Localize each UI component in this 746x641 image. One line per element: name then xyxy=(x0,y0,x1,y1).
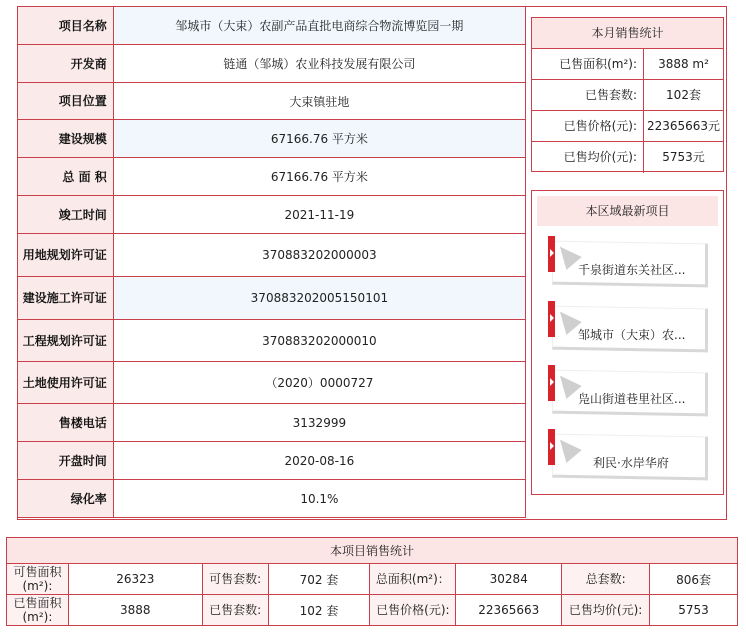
info-value: 邹城市（大束）农副产品直批电商综合物流博览园一期 xyxy=(113,7,525,45)
stats-row-sold xyxy=(7,595,738,626)
stat-value: 102套 xyxy=(666,88,701,102)
latest-projects-title: 本区域最新项目 xyxy=(537,196,718,226)
info-value: 3132999 xyxy=(113,404,525,442)
info-value: 2020-08-16 xyxy=(113,442,525,480)
info-row-total-area xyxy=(18,158,526,196)
info-label: 工程规划许可证 xyxy=(18,320,114,362)
stat-value: 5753 xyxy=(650,595,738,626)
stat-value: 102 套 xyxy=(268,595,370,626)
monthly-avg-price-row xyxy=(532,142,723,173)
stat-value: 702 套 xyxy=(268,564,370,595)
latest-project-title: 邹城市（大束）农... xyxy=(578,328,686,342)
info-label: 总 面 积 xyxy=(18,158,114,196)
info-label: 用地规划许可证 xyxy=(18,234,114,277)
info-row-opening-date xyxy=(18,442,526,480)
info-value: 大束镇驻地 xyxy=(113,83,525,120)
stat-label: 已售价格(元): xyxy=(532,111,644,141)
info-label: 项目名称 xyxy=(18,7,114,45)
stat-label: 已售均价(元): xyxy=(532,142,644,173)
latest-project-title: 利民·水岸华府 xyxy=(593,456,669,470)
info-row-completion xyxy=(18,196,526,234)
stat-label: 已售套数: xyxy=(202,595,268,626)
stat-value: 3888 xyxy=(68,595,202,626)
info-value: 370883202000003 xyxy=(113,234,525,277)
info-value: 67166.76 平方米 xyxy=(113,120,525,158)
info-label: 开盘时间 xyxy=(18,442,114,480)
stat-label: 可售面积(m²): xyxy=(7,564,69,595)
info-value: 67166.76 平方米 xyxy=(113,158,525,196)
stat-label: 已售价格(元): xyxy=(370,595,456,626)
stat-label: 已售面积(m²): xyxy=(532,49,644,79)
info-row-greening-rate xyxy=(18,480,526,518)
info-label: 土地使用许可证 xyxy=(18,362,114,404)
info-label: 建设规模 xyxy=(18,120,114,158)
latest-project-link[interactable] xyxy=(548,365,718,425)
info-value: 370883202000010 xyxy=(113,320,525,362)
info-row-developer xyxy=(18,45,526,83)
latest-project-link[interactable] xyxy=(548,301,718,361)
info-label: 绿化率 xyxy=(18,480,114,518)
info-label: 售楼电话 xyxy=(18,404,114,442)
monthly-sold-area-row xyxy=(532,49,723,80)
info-row-name xyxy=(18,7,526,45)
info-row-land-use-permit xyxy=(18,362,526,404)
info-row-sales-phone xyxy=(18,404,526,442)
info-label: 开发商 xyxy=(18,45,114,83)
latest-project-title: 千泉街道东关社区... xyxy=(578,263,686,277)
stat-label: 总套数: xyxy=(562,564,650,595)
latest-project-link[interactable] xyxy=(548,429,718,489)
info-row-scale xyxy=(18,120,526,158)
info-row-engineering-permit xyxy=(18,320,526,362)
stat-value: 22365663元 xyxy=(646,119,721,133)
latest-project-link[interactable] xyxy=(548,236,718,296)
project-info-table xyxy=(17,6,526,518)
stat-label: 已售均价(元): xyxy=(562,595,650,626)
info-value: 10.1% xyxy=(113,480,525,518)
monthly-sold-price-row xyxy=(532,111,723,142)
info-row-land-plan-permit xyxy=(18,234,526,277)
stat-value: 5753元 xyxy=(662,150,705,164)
stat-label: 总面积(m²)： xyxy=(370,564,456,595)
monthly-sales-title: 本月销售统计 xyxy=(532,18,723,49)
info-row-location xyxy=(18,83,526,120)
stat-value: 26323 xyxy=(68,564,202,595)
info-value: （2020）0000727 xyxy=(113,362,525,404)
latest-project-title: 凫山街道巷里社区... xyxy=(578,392,686,406)
stat-value: 3888 m² xyxy=(658,57,709,71)
stats-row-available xyxy=(7,564,738,595)
stat-value: 22365663 xyxy=(456,595,562,626)
project-sales-stats-table xyxy=(6,537,738,626)
stats-title: 本项目销售统计 xyxy=(7,538,738,564)
stat-value: 30284 xyxy=(456,564,562,595)
info-label: 建设施工许可证 xyxy=(18,277,114,320)
stat-label: 已售面积(m²): xyxy=(7,595,69,626)
stats-header-row xyxy=(7,538,738,564)
latest-projects-box xyxy=(531,190,724,495)
info-value: 370883202005150101 xyxy=(113,277,525,320)
info-row-construction-permit xyxy=(18,277,526,320)
stat-label: 可售套数: xyxy=(202,564,268,595)
stat-label: 已售套数: xyxy=(532,80,644,110)
stat-value: 806套 xyxy=(650,564,738,595)
monthly-sold-units-row xyxy=(532,80,723,111)
info-value: 2021-11-19 xyxy=(113,196,525,234)
monthly-sales-box xyxy=(531,17,724,172)
info-label: 竣工时间 xyxy=(18,196,114,234)
info-value: 链通（邹城）农业科技发展有限公司 xyxy=(113,45,525,83)
info-label: 项目位置 xyxy=(18,83,114,120)
